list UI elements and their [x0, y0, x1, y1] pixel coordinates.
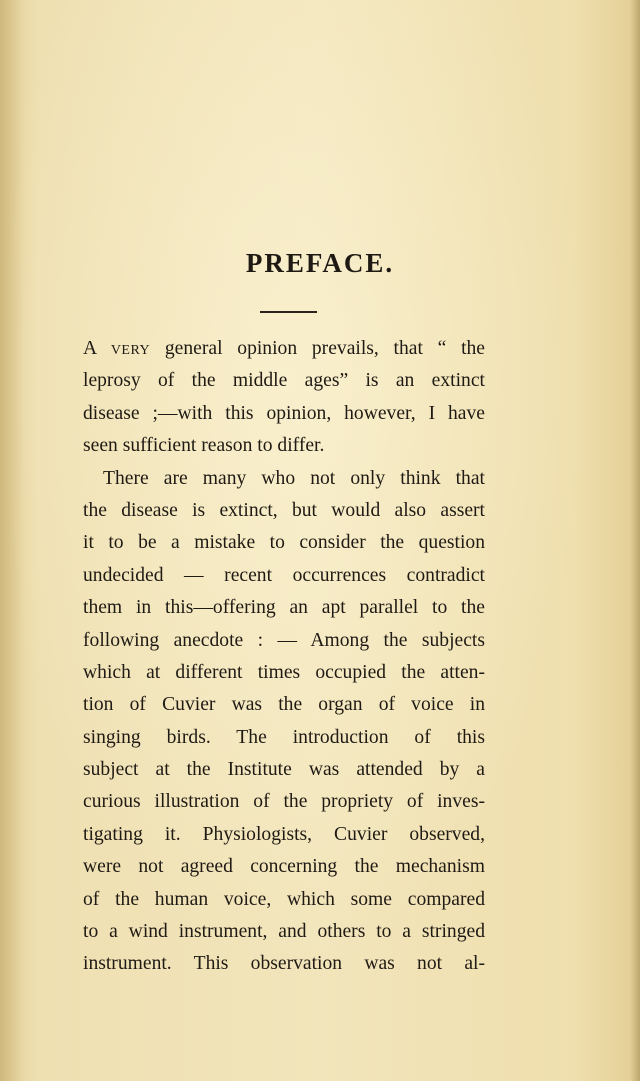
text-line: curious illustration of the propriety of inves-	[83, 791, 485, 813]
title-divider	[260, 311, 317, 313]
text-line: which at different times occupied the atten-	[83, 661, 485, 683]
page-shadow-left	[0, 0, 24, 1081]
text-line: instrument. This observation was not al-	[83, 953, 485, 975]
text-line: of the human voice, which some compared	[83, 888, 485, 910]
page-shadow-right	[630, 0, 640, 1081]
text-line: the disease is extinct, but would also assert	[83, 499, 485, 521]
text-line: A very general opinion prevails, that “ the	[83, 338, 486, 359]
text-line: following anecdote : — Among the subjects	[83, 629, 485, 651]
text-line: There are many who not only think that	[103, 467, 485, 489]
preface-body	[83, 333, 485, 981]
text-line: leprosy of the middle ages” is an extinct	[83, 370, 485, 392]
page-title: PREFACE.	[245, 248, 395, 278]
text-line: them in this—offering an apt parallel to the	[83, 597, 485, 619]
text-line: singing birds. The introduction of this	[83, 726, 485, 748]
text-line: to a wind instrument, and others to a stringed	[83, 921, 485, 943]
text-line: subject at the Institute was attended by a	[83, 759, 485, 781]
text-line: seen sufficient reason to differ.	[83, 435, 325, 457]
text-line: undecided — recent occurrences contradict	[83, 564, 485, 586]
text-line: disease ;—with this opinion, however, I have	[83, 402, 485, 424]
text-line: it to be a mistake to consider the question	[83, 532, 485, 554]
text-line: tigating it. Physiologists, Cuvier observed,	[83, 823, 485, 845]
text-line: were not agreed concerning the mechanism	[83, 856, 485, 878]
text-line: tion of Cuvier was the organ of voice in	[83, 694, 485, 716]
